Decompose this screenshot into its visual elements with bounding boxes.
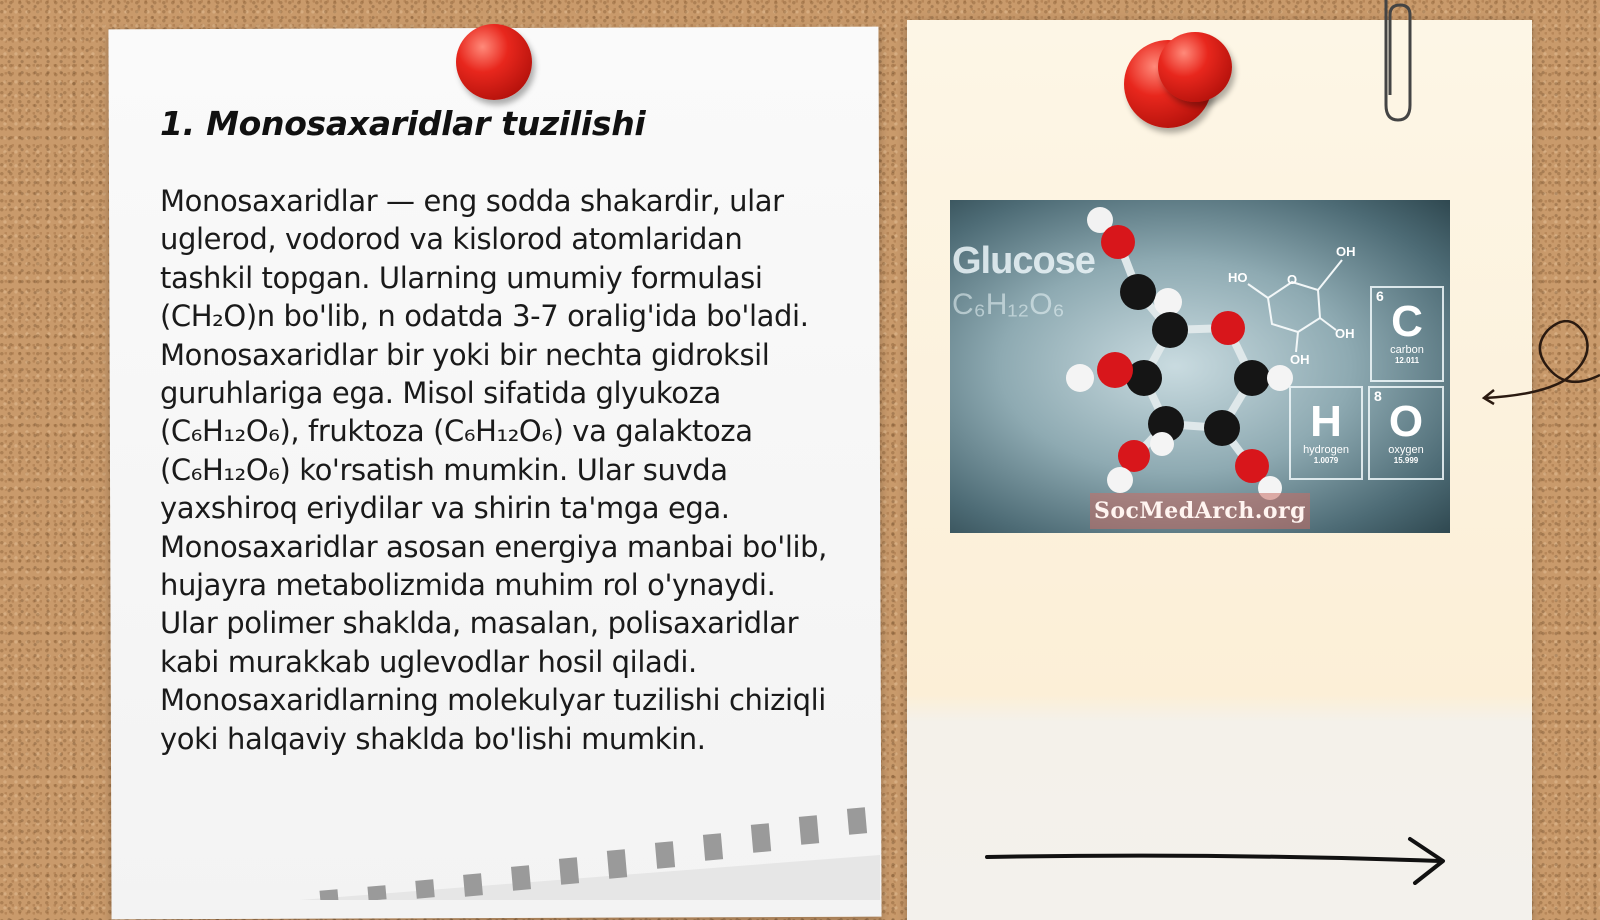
image-watermark: SocMedArch.org [1093, 498, 1307, 524]
structure-label-oh-top: OH [1336, 244, 1356, 259]
torn-notebook-strip [300, 800, 880, 900]
red-pushpin-right-front [1158, 32, 1232, 102]
right-arrow-icon [985, 835, 1450, 885]
element-tile-hydrogen: H hydrogen 1.0079 [1289, 386, 1363, 480]
slide-paragraph: Monosaxaridlar — eng sodda shakardir, ular uglerod, vodorod va kislorod atomlaridan tashkil topgan. Ularning umumiy formulasi (CH₂O)n bo'lib, n odatda 3-7 oralig'ida bo'ladi. Monosaxaridlar bir yoki bir nechta gidroksil guruhlariga ega. Misol sifatida glyukoza (C₆H₁₂O₆), fruktoza (C₆H₁₂O₆) va galaktoza (C₆H₁₂O₆) ko'rsatish mumkin. Ular suvda yaxshiroq eriydilar va shirin ta'mga ega. Monosaxaridlar asosan energiya manbai bo'lib, hujayra metabolizmida muhim rol o'ynaydi. Ular polimer shaklda, masalan, polisaxaridlar kabi murakkab uglevodlar hosil qiladi. Monosaxaridlarning molekulyar tuzilishi chiziqli yoki halqaviy shaklda bo'lishi mumkin. [160, 184, 827, 756]
image-heading: Glucose [952, 240, 1095, 282]
structure-label-oh-bottom: OH [1290, 352, 1310, 367]
element-tile-oxygen: 8 O oxygen 15.999 [1368, 386, 1444, 480]
red-pushpin-left [456, 24, 532, 100]
element-tile-carbon: 6 C carbon 12.011 [1370, 286, 1444, 382]
structure-label-ho-left: HO [1228, 270, 1248, 285]
string-loop-arrow [1480, 310, 1600, 410]
structure-label-o-ring: O [1287, 272, 1298, 287]
glucose-molecule-image [950, 200, 1450, 533]
image-formula: C₆H₁₂O₆ [952, 288, 1065, 321]
slide-title: 1. Monosaxaridlar tuzilishi [160, 104, 646, 143]
structure-label-oh-right: OH [1335, 326, 1355, 341]
paper-clip-icon [1378, 0, 1418, 125]
